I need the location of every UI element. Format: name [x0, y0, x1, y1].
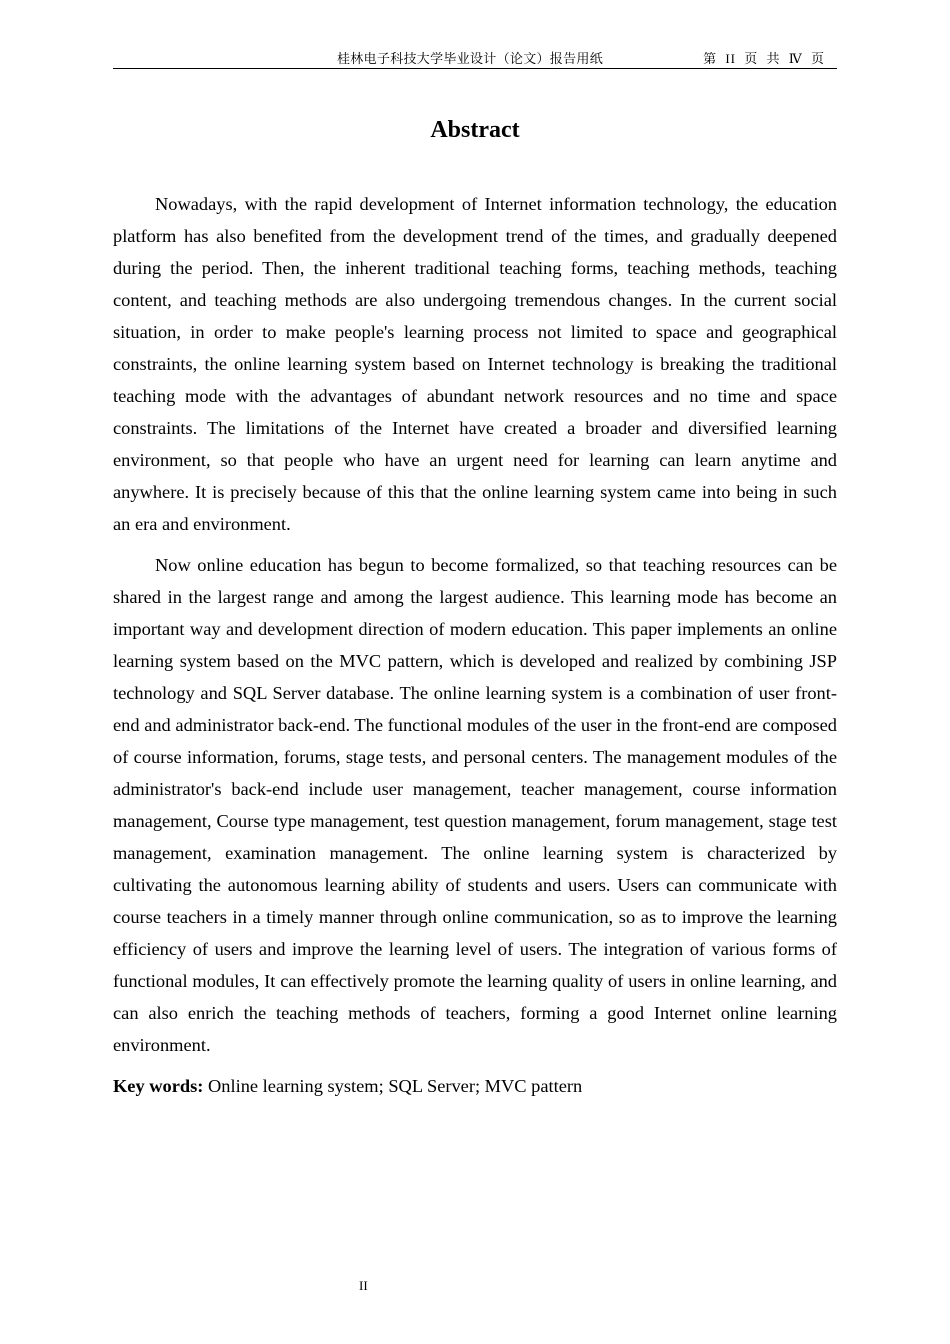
keywords-value: Online learning system; SQL Server; MVC pattern — [203, 1076, 583, 1096]
header-page-info: 第 II 页 共 Ⅳ 页 — [703, 51, 825, 66]
document-title: Abstract — [430, 117, 520, 143]
header-school-title: 桂林电子科技大学毕业设计（论文）报告用纸 — [337, 51, 604, 66]
page-header — [113, 50, 837, 69]
abstract-paragraph-1: Nowadays, with the rapid development of Internet information technology, the education platform has also benefited from the development trend of the times, and gradually deepened during the period. Then, the inherent traditional teaching forms, teaching methods, teaching content, and teaching methods are also undergoing tremendous changes. In the current social situation, in order to make people's learning process not limited to space and geographical constraints, the online learning system based on Internet technology is breaking the traditional teaching mode with the advantages of abundant network resources and no time and space constraints. The limitations of the Internet have created a broader and diversified learning environment, so that people who have an urgent need for learning can learn anytime and anywhere. It is precisely because of this that the online learning system came into being in such an era and environment. — [113, 194, 837, 534]
abstract-body — [113, 188, 837, 1102]
footer-page-number: II — [359, 1278, 368, 1293]
abstract-paragraph-2: Now online education has begun to become formalized, so that teaching resources can be shared in the largest range and among the largest audience. This learning mode has become an important way and development direction of modern education. This paper implements an online learning system based on the MVC pattern, which is developed and realized by combining JSP technology and SQL Server database. The online learning system is a combination of user front-end and administrator back-end. The functional modules of the user in the front-end are composed of course information, forums, stage tests, and personal centers. The management modules of the administrator's back-end include user management, teacher management, course information management, Course type management, test question management, forum management, stage test management, examination management. The online learning system is characterized by cultivating the autonomous learning ability of students and users. Users can communicate with course teachers in a timely manner through online communication, so as to improve the learning efficiency of users and improve the learning level of users. The integration of various forms of functional modules, It can effectively promote the learning quality of users in online learning, and can also enrich the teaching methods of teachers, forming a good Internet online learning environment. — [113, 555, 837, 1055]
keywords-label: Key words: — [113, 1076, 204, 1096]
keywords-line — [113, 1070, 837, 1102]
